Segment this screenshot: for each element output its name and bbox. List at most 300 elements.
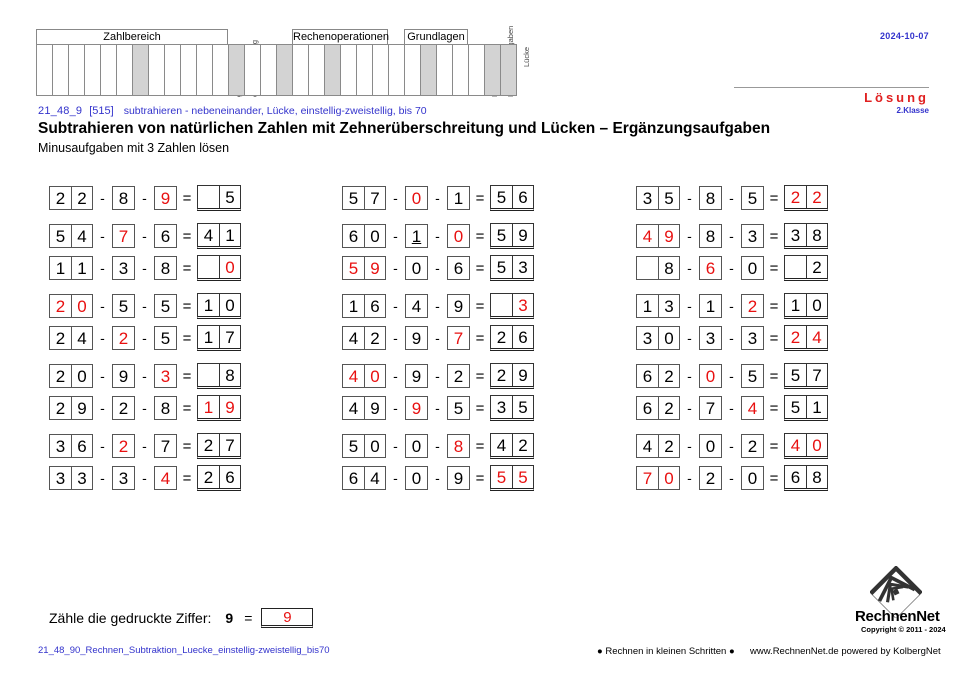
result-box[interactable] xyxy=(197,293,241,319)
operand-box[interactable] xyxy=(112,224,135,248)
digit-cell[interactable]: 2 xyxy=(55,398,66,418)
digit-cell[interactable]: 5 xyxy=(747,188,758,208)
operand-box[interactable] xyxy=(342,294,386,318)
operand-box[interactable] xyxy=(741,186,764,210)
digit-cell[interactable]: 1 xyxy=(705,296,716,316)
digit-cell[interactable]: 9 xyxy=(411,366,422,386)
result-box[interactable] xyxy=(784,363,828,389)
digit-cell[interactable]: 2 xyxy=(55,328,66,348)
category-cell-10[interactable] xyxy=(196,44,213,96)
operand-box[interactable] xyxy=(154,294,177,318)
result-box[interactable] xyxy=(490,325,534,351)
category-cell-0[interactable] xyxy=(36,44,53,96)
category-cell-18[interactable] xyxy=(324,44,341,96)
digit-cell[interactable]: 4 xyxy=(806,326,827,348)
category-cell-12[interactable] xyxy=(228,44,245,96)
digit-cell[interactable]: 1 xyxy=(348,296,359,316)
operand-box[interactable] xyxy=(447,396,470,420)
operand-box[interactable] xyxy=(342,224,386,248)
operand-box[interactable] xyxy=(447,256,470,280)
digit-cell[interactable]: 2 xyxy=(364,327,385,349)
digit-cell[interactable]: 0 xyxy=(705,436,716,456)
operand-box[interactable] xyxy=(49,466,93,490)
result-box[interactable] xyxy=(784,255,828,281)
operand-box[interactable] xyxy=(112,466,135,490)
digit-cell[interactable]: 2 xyxy=(203,435,214,455)
operand-box[interactable] xyxy=(741,256,764,280)
result-box[interactable] xyxy=(784,395,828,421)
digit-cell[interactable]: 7 xyxy=(705,398,716,418)
operand-box[interactable] xyxy=(49,396,93,420)
digit-cell[interactable]: 6 xyxy=(705,258,716,278)
digit-cell[interactable]: 1 xyxy=(219,224,240,246)
category-cell-13[interactable] xyxy=(244,44,261,96)
result-box[interactable] xyxy=(784,433,828,459)
digit-cell[interactable]: 2 xyxy=(118,436,129,456)
operand-box[interactable] xyxy=(112,294,135,318)
operand-box[interactable] xyxy=(447,326,470,350)
operand-box[interactable] xyxy=(447,224,470,248)
digit-cell[interactable]: 0 xyxy=(747,258,758,278)
digit-cell[interactable]: 3 xyxy=(496,397,507,417)
digit-cell[interactable]: 1 xyxy=(71,257,92,279)
operand-box[interactable] xyxy=(49,364,93,388)
digit-cell[interactable]: 3 xyxy=(71,467,92,489)
digit-cell[interactable]: 0 xyxy=(705,366,716,386)
digit-cell[interactable]: 8 xyxy=(160,398,171,418)
operand-box[interactable] xyxy=(741,294,764,318)
digit-cell[interactable]: 8 xyxy=(705,226,716,246)
operand-box[interactable] xyxy=(636,224,680,248)
digit-cell[interactable]: 0 xyxy=(453,226,464,246)
digit-cell[interactable]: 9 xyxy=(219,396,240,418)
digit-cell[interactable]: 6 xyxy=(790,467,801,487)
digit-cell[interactable]: 8 xyxy=(219,364,240,386)
digit-cell[interactable]: 6 xyxy=(348,226,359,246)
digit-cell[interactable]: 4 xyxy=(160,468,171,488)
digit-cell[interactable]: 9 xyxy=(160,188,171,208)
category-cell-19[interactable] xyxy=(340,44,357,96)
digit-cell[interactable]: 9 xyxy=(512,224,533,246)
digit-cell[interactable]: 6 xyxy=(512,326,533,348)
operand-box[interactable] xyxy=(447,364,470,388)
digit-cell[interactable]: 0 xyxy=(364,225,385,247)
category-cell-6[interactable] xyxy=(132,44,149,96)
result-box[interactable] xyxy=(197,433,241,459)
digit-cell[interactable]: 0 xyxy=(747,468,758,488)
digit-cell[interactable]: 0 xyxy=(71,365,92,387)
digit-cell[interactable] xyxy=(491,294,512,316)
result-box[interactable] xyxy=(490,255,534,281)
operand-box[interactable] xyxy=(636,396,680,420)
digit-cell[interactable]: 3 xyxy=(705,328,716,348)
digit-cell[interactable]: 2 xyxy=(747,436,758,456)
result-box[interactable] xyxy=(784,223,828,249)
digit-cell[interactable]: 0 xyxy=(658,327,679,349)
digit-cell[interactable]: 3 xyxy=(160,366,171,386)
digit-cell[interactable]: 3 xyxy=(790,225,801,245)
digit-cell[interactable]: 2 xyxy=(118,328,129,348)
result-box[interactable] xyxy=(197,363,241,389)
digit-cell[interactable]: 2 xyxy=(790,187,801,207)
digit-cell[interactable]: 7 xyxy=(118,226,129,246)
digit-cell[interactable]: 4 xyxy=(348,328,359,348)
operand-box[interactable] xyxy=(154,186,177,210)
digit-cell[interactable]: 1 xyxy=(55,258,66,278)
operand-box[interactable] xyxy=(112,186,135,210)
digit-cell[interactable]: 8 xyxy=(806,224,827,246)
digit-cell[interactable]: 0 xyxy=(411,468,422,488)
digit-cell[interactable]: 0 xyxy=(364,435,385,457)
digit-cell[interactable]: 2 xyxy=(55,366,66,386)
result-box[interactable] xyxy=(490,293,534,319)
digit-cell[interactable]: 1 xyxy=(453,188,464,208)
operand-box[interactable] xyxy=(636,256,680,280)
category-cell-20[interactable] xyxy=(356,44,373,96)
operand-box[interactable] xyxy=(49,256,93,280)
digit-cell[interactable]: 6 xyxy=(642,366,653,386)
digit-cell[interactable]: 3 xyxy=(642,328,653,348)
operand-box[interactable] xyxy=(699,294,722,318)
operand-box[interactable] xyxy=(342,326,386,350)
category-cell-9[interactable] xyxy=(180,44,197,96)
digit-cell[interactable]: 6 xyxy=(348,468,359,488)
category-cell-27[interactable] xyxy=(468,44,485,96)
operand-box[interactable] xyxy=(154,364,177,388)
operand-box[interactable] xyxy=(405,224,428,248)
operand-box[interactable] xyxy=(447,186,470,210)
digit-cell[interactable]: 6 xyxy=(364,295,385,317)
result-box[interactable] xyxy=(490,433,534,459)
operand-box[interactable] xyxy=(112,434,135,458)
operand-box[interactable] xyxy=(636,326,680,350)
result-box[interactable] xyxy=(784,465,828,491)
digit-cell[interactable]: 2 xyxy=(658,365,679,387)
category-cell-4[interactable] xyxy=(100,44,117,96)
operand-box[interactable] xyxy=(699,326,722,350)
digit-cell[interactable]: 0 xyxy=(806,294,827,316)
operand-box[interactable] xyxy=(49,186,93,210)
digit-cell[interactable]: 3 xyxy=(55,468,66,488)
digit-cell[interactable]: 5 xyxy=(55,226,66,246)
digit-cell[interactable]: 0 xyxy=(219,256,240,278)
operand-box[interactable] xyxy=(447,294,470,318)
digit-cell[interactable]: 3 xyxy=(642,188,653,208)
digit-cell[interactable]: 8 xyxy=(806,466,827,488)
category-cell-28[interactable] xyxy=(484,44,501,96)
digit-cell[interactable]: 3 xyxy=(55,436,66,456)
category-cell-11[interactable] xyxy=(212,44,229,96)
digit-cell[interactable]: 2 xyxy=(790,327,801,347)
digit-cell[interactable]: 7 xyxy=(219,434,240,456)
digit-cell[interactable]: 5 xyxy=(658,187,679,209)
digit-cell[interactable]: 4 xyxy=(411,296,422,316)
category-cell-23[interactable] xyxy=(404,44,421,96)
operand-box[interactable] xyxy=(405,364,428,388)
digit-cell[interactable]: 7 xyxy=(642,468,653,488)
digit-cell[interactable]: 5 xyxy=(512,466,533,488)
operand-box[interactable] xyxy=(699,466,722,490)
category-cell-26[interactable] xyxy=(452,44,469,96)
digit-cell[interactable]: 4 xyxy=(496,435,507,455)
digit-cell[interactable]: 4 xyxy=(747,398,758,418)
footer-url[interactable]: www.RechnenNet.de powered by KolbergNet xyxy=(750,646,941,657)
digit-cell[interactable]: 2 xyxy=(806,256,827,278)
operand-box[interactable] xyxy=(342,364,386,388)
category-cell-17[interactable] xyxy=(308,44,325,96)
digit-cell[interactable]: 2 xyxy=(118,398,129,418)
digit-cell[interactable]: 2 xyxy=(496,327,507,347)
digit-cell[interactable]: 5 xyxy=(747,366,758,386)
operand-box[interactable] xyxy=(636,466,680,490)
operand-box[interactable] xyxy=(154,326,177,350)
digit-cell[interactable] xyxy=(785,256,806,278)
operand-box[interactable] xyxy=(741,434,764,458)
digit-cell[interactable]: 5 xyxy=(496,187,507,207)
category-cell-21[interactable] xyxy=(372,44,389,96)
digit-cell[interactable]: 4 xyxy=(348,398,359,418)
operand-box[interactable] xyxy=(112,396,135,420)
digit-cell[interactable]: 4 xyxy=(71,327,92,349)
digit-cell[interactable]: 9 xyxy=(453,468,464,488)
digit-cell[interactable]: 0 xyxy=(219,294,240,316)
result-box[interactable] xyxy=(197,255,241,281)
category-cell-7[interactable] xyxy=(148,44,165,96)
operand-box[interactable] xyxy=(636,364,680,388)
operand-box[interactable] xyxy=(447,466,470,490)
digit-cell[interactable]: 8 xyxy=(160,258,171,278)
category-cell-5[interactable] xyxy=(116,44,133,96)
operand-box[interactable] xyxy=(49,434,93,458)
operand-box[interactable] xyxy=(699,396,722,420)
operand-box[interactable] xyxy=(405,256,428,280)
digit-cell[interactable]: 2 xyxy=(806,186,827,208)
digit-cell[interactable]: 0 xyxy=(658,467,679,489)
operand-box[interactable] xyxy=(405,466,428,490)
digit-cell[interactable]: 2 xyxy=(658,397,679,419)
digit-cell[interactable]: 1 xyxy=(790,295,801,315)
operand-box[interactable] xyxy=(342,466,386,490)
result-box[interactable] xyxy=(490,363,534,389)
operand-box[interactable] xyxy=(636,434,680,458)
digit-cell[interactable]: 9 xyxy=(658,225,679,247)
digit-cell[interactable]: 2 xyxy=(705,468,716,488)
result-box[interactable] xyxy=(197,395,241,421)
digit-cell[interactable] xyxy=(198,256,219,278)
digit-cell[interactable]: 4 xyxy=(790,435,801,455)
result-box[interactable] xyxy=(490,465,534,491)
digit-cell[interactable]: 7 xyxy=(806,364,827,386)
operand-box[interactable] xyxy=(636,294,680,318)
category-cell-24[interactable] xyxy=(420,44,437,96)
operand-box[interactable] xyxy=(112,326,135,350)
digit-cell[interactable]: 0 xyxy=(71,295,92,317)
digit-cell[interactable]: 3 xyxy=(747,226,758,246)
digit-cell[interactable]: 9 xyxy=(364,397,385,419)
operand-box[interactable] xyxy=(741,224,764,248)
digit-cell[interactable]: 5 xyxy=(348,436,359,456)
digit-cell[interactable]: 5 xyxy=(160,296,171,316)
operand-box[interactable] xyxy=(699,224,722,248)
digit-cell[interactable]: 4 xyxy=(642,226,653,246)
digit-cell[interactable]: 5 xyxy=(219,186,240,208)
operand-box[interactable] xyxy=(699,186,722,210)
digit-cell[interactable]: 1 xyxy=(806,396,827,418)
digit-cell[interactable]: 5 xyxy=(453,398,464,418)
operand-box[interactable] xyxy=(741,364,764,388)
digit-cell[interactable]: 9 xyxy=(411,328,422,348)
digit-cell[interactable]: 2 xyxy=(747,296,758,316)
digit-cell[interactable]: 3 xyxy=(747,328,758,348)
digit-cell[interactable]: 8 xyxy=(118,188,129,208)
digit-cell[interactable]: 0 xyxy=(806,434,827,456)
digit-cell[interactable]: 6 xyxy=(512,186,533,208)
digit-cell[interactable]: 9 xyxy=(453,296,464,316)
operand-box[interactable] xyxy=(741,396,764,420)
digit-cell[interactable]: 2 xyxy=(512,434,533,456)
digit-cell[interactable]: 6 xyxy=(453,258,464,278)
digit-cell[interactable]: 2 xyxy=(203,467,214,487)
digit-cell[interactable]: 9 xyxy=(118,366,129,386)
digit-cell[interactable]: 7 xyxy=(364,187,385,209)
count-answer-box[interactable]: 9 xyxy=(261,608,313,628)
result-box[interactable] xyxy=(490,185,534,211)
digit-cell[interactable]: 3 xyxy=(118,468,129,488)
operand-box[interactable] xyxy=(447,434,470,458)
operand-box[interactable] xyxy=(342,434,386,458)
digit-cell[interactable]: 8 xyxy=(453,436,464,456)
digit-cell[interactable] xyxy=(198,186,219,208)
digit-cell[interactable]: 2 xyxy=(496,365,507,385)
category-cell-14[interactable] xyxy=(260,44,277,96)
digit-cell[interactable]: 3 xyxy=(118,258,129,278)
digit-cell[interactable]: 5 xyxy=(118,296,129,316)
digit-cell[interactable]: 9 xyxy=(512,364,533,386)
digit-cell[interactable]: 0 xyxy=(411,436,422,456)
category-cell-1[interactable] xyxy=(52,44,69,96)
category-cell-3[interactable] xyxy=(84,44,101,96)
digit-cell[interactable]: 5 xyxy=(348,258,359,278)
category-cell-8[interactable] xyxy=(164,44,181,96)
digit-cell[interactable]: 6 xyxy=(642,398,653,418)
digit-cell[interactable]: 5 xyxy=(790,397,801,417)
operand-box[interactable] xyxy=(405,186,428,210)
category-cell-15[interactable] xyxy=(276,44,293,96)
digit-cell[interactable]: 7 xyxy=(160,436,171,456)
operand-box[interactable] xyxy=(112,256,135,280)
result-box[interactable] xyxy=(197,223,241,249)
digit-cell[interactable]: 9 xyxy=(71,397,92,419)
digit-cell[interactable]: 4 xyxy=(348,366,359,386)
operand-box[interactable] xyxy=(405,396,428,420)
digit-cell[interactable]: 8 xyxy=(658,257,679,279)
operand-box[interactable] xyxy=(49,326,93,350)
operand-box[interactable] xyxy=(154,256,177,280)
operand-box[interactable] xyxy=(405,434,428,458)
category-cell-29[interactable] xyxy=(500,44,531,96)
digit-cell[interactable]: 3 xyxy=(658,295,679,317)
digit-cell[interactable]: 5 xyxy=(496,467,507,487)
digit-cell[interactable]: 7 xyxy=(453,328,464,348)
operand-box[interactable] xyxy=(49,294,93,318)
result-box[interactable] xyxy=(490,223,534,249)
operand-box[interactable] xyxy=(636,186,680,210)
digit-cell[interactable]: 3 xyxy=(512,256,533,278)
digit-cell[interactable]: 4 xyxy=(642,436,653,456)
digit-cell[interactable]: 2 xyxy=(71,187,92,209)
operand-box[interactable] xyxy=(699,256,722,280)
digit-cell[interactable]: 5 xyxy=(790,365,801,385)
result-box[interactable] xyxy=(784,325,828,351)
result-box[interactable] xyxy=(784,293,828,319)
result-box[interactable] xyxy=(784,185,828,211)
operand-box[interactable] xyxy=(741,326,764,350)
operand-box[interactable] xyxy=(342,396,386,420)
digit-cell[interactable] xyxy=(637,257,658,279)
operand-box[interactable] xyxy=(154,434,177,458)
digit-cell[interactable]: 1 xyxy=(411,226,422,246)
digit-cell[interactable]: 5 xyxy=(160,328,171,348)
digit-cell[interactable]: 1 xyxy=(203,397,214,417)
digit-cell[interactable]: 0 xyxy=(411,188,422,208)
digit-cell[interactable]: 3 xyxy=(512,294,533,316)
operand-box[interactable] xyxy=(699,364,722,388)
digit-cell[interactable]: 4 xyxy=(203,225,214,245)
result-box[interactable] xyxy=(197,325,241,351)
digit-cell[interactable] xyxy=(198,364,219,386)
operand-box[interactable] xyxy=(342,256,386,280)
result-box[interactable] xyxy=(490,395,534,421)
digit-cell[interactable]: 2 xyxy=(658,435,679,457)
digit-cell[interactable]: 1 xyxy=(203,327,214,347)
digit-cell[interactable]: 4 xyxy=(71,225,92,247)
digit-cell[interactable]: 1 xyxy=(203,295,214,315)
operand-box[interactable] xyxy=(154,224,177,248)
digit-cell[interactable]: 1 xyxy=(642,296,653,316)
result-box[interactable] xyxy=(197,185,241,211)
category-cell-22[interactable] xyxy=(388,44,405,96)
operand-box[interactable] xyxy=(112,364,135,388)
digit-cell[interactable]: 9 xyxy=(364,257,385,279)
digit-cell[interactable]: 6 xyxy=(160,226,171,246)
digit-cell[interactable]: 5 xyxy=(496,225,507,245)
operand-box[interactable] xyxy=(741,466,764,490)
operand-box[interactable] xyxy=(154,396,177,420)
operand-box[interactable] xyxy=(342,186,386,210)
digit-cell[interactable]: 8 xyxy=(705,188,716,208)
operand-box[interactable] xyxy=(49,224,93,248)
digit-cell[interactable]: 2 xyxy=(453,366,464,386)
result-box[interactable] xyxy=(197,465,241,491)
category-cell-2[interactable] xyxy=(68,44,85,96)
digit-cell[interactable]: 9 xyxy=(411,398,422,418)
digit-cell[interactable]: 0 xyxy=(411,258,422,278)
digit-cell[interactable]: 6 xyxy=(71,435,92,457)
digit-cell[interactable]: 5 xyxy=(496,257,507,277)
operand-box[interactable] xyxy=(405,294,428,318)
digit-cell[interactable]: 0 xyxy=(364,365,385,387)
digit-cell[interactable]: 2 xyxy=(55,296,66,316)
category-cell-16[interactable] xyxy=(292,44,309,96)
digit-cell[interactable]: 5 xyxy=(348,188,359,208)
digit-cell[interactable]: 2 xyxy=(55,188,66,208)
digit-cell[interactable]: 4 xyxy=(364,467,385,489)
operand-box[interactable] xyxy=(699,434,722,458)
operand-box[interactable] xyxy=(154,466,177,490)
digit-cell[interactable]: 7 xyxy=(219,326,240,348)
category-cell-25[interactable] xyxy=(436,44,453,96)
digit-cell[interactable]: 5 xyxy=(512,396,533,418)
